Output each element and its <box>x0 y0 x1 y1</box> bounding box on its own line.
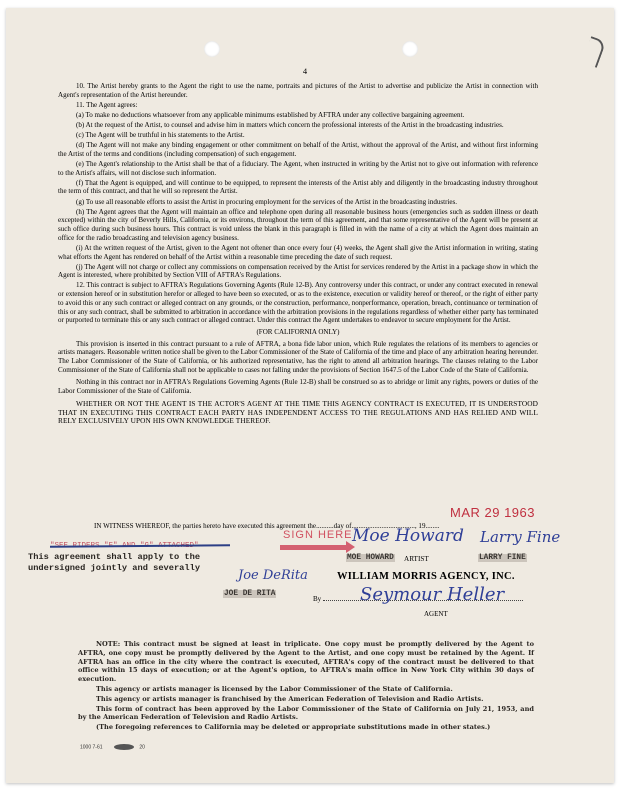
signature-agent: Seymour Heller <box>360 584 505 605</box>
clause-11h: (h) The Agent agrees that the Agent will maintain an office and telephone open during all reasonable business hours (emergencies such as sudden illness or death excepted) within the city of Beverly Hills, California, or its environs, throughout the term of this agreement, and that some representative of the Agent will be present at such office during such business hours. This contract is void unless the blank in this paragraph is filled in with the name of a city at which the Agent does maintain an office for the radio broadcasting and television agency business. <box>58 207 538 242</box>
agency-name: WILLIAM MORRIS AGENCY, INC. <box>337 571 515 582</box>
typed-name-larry-fine: LARRY FINE <box>479 554 526 562</box>
union-code: 20 <box>139 744 145 751</box>
union-label-icon <box>114 744 134 750</box>
note-licensed: This agency or artists manager is licensed by the Labor Commissioner of the State of California. <box>96 684 453 693</box>
california-provision: This provision is inserted in this contract pursuant to a rule of AFTRA, a bona fide labor union, which Rule regulates the relations of its members to agencies or artists managers. Reasonable written notice shall be given to the Labor Commissioner of the State of California of the time and place of any arbitration hearing hereunder. The Labor Commissioner of the State of California, or his authorized representative, has the right to attend all arbitration hearings. The clauses relating to the Labor Commissioner of the State of California shall not be applicable to cases not falling under the provisions of Section 1647.5 of the Labor Code of the State of California. <box>58 339 538 374</box>
clause-11j: (j) The Agent will not charge or collect any commissions on compensation received by the Artist for services rendered by the Artist in a package show in which the Agent is interested, where prohibited by Section VIII of AFTRA's Regulations. <box>58 262 538 280</box>
form-footer <box>80 744 145 750</box>
california-heading: (FOR CALIFORNIA ONLY) <box>256 327 340 336</box>
clause-12: 12. This contract is subject to AFTRA's Regulations Governing Agents (Rule 12-B). Any controversy under this contract, or under any contract executed in renewal or extension hereof or in substitution herefor or alleged to have been so executed, or as to the existence, execution or validity hereof or thereof, or the right of either party to avoid this or any such contract or alleged contract on any grounds, or the construction, performance, nonperformance, operation, breach, continuance or termination of this or any such contract, shall be submitted to arbitration in accordance with the arbitration provisions in the regulations regardless of whether either party has terminated or purported to terminate this or any such contract or alleged contract. Under this contract the Agent undertakes to endeavor to secure employment for the Artist. <box>58 281 538 325</box>
clause-11b: (b) At the request of the Artist, to counsel and advise him in matters which concern the professional interests of the Artist in the broadcasting industries. <box>76 120 504 129</box>
clause-11c: (c) The Agent will be truthful in his statements to the Artist. <box>76 131 245 140</box>
typed-name-joe-derita: JOE DE RITA <box>224 590 276 598</box>
agent-label: AGENT <box>424 610 448 618</box>
typed-name-moe-howard: MOE HOWARD <box>347 554 394 562</box>
signature-larry-fine: Larry Fine <box>480 528 561 546</box>
signature-moe-howard: Moe Howard <box>352 526 464 546</box>
joint-several-note <box>28 552 200 574</box>
note-approved: This form of contract has been approved by the Labor Commissioner of the State of California on July 21, 1953, and by the American Federation of Television and Radio Artists. <box>78 704 534 722</box>
by-label: By <box>313 595 322 603</box>
clause-11e: (e) The Agent's relationship to the Artist shall be that of a fiduciary. The Agent, when instructed in writing by the Artist not to give out information with reference to the Artist's affairs, will not disclose such information. <box>58 159 538 177</box>
pen-mark <box>582 36 607 68</box>
witness-clause: IN WITNESS WHEREOF, the parties hereto have executed this agreement the..........day of...................................., 19........ <box>94 522 440 530</box>
clause-11a: (a) To make no deductions whatsoever from any applicable minimums established by AFTRA under any collective bargaining agreement. <box>76 110 465 119</box>
nothing-clause: Nothing in this contract nor in AFTRA's Regulations Governing Agents (Rule 12-B) shall be construed so as to abridge or limit any rights, powers or duties of the Labor Commissioner of the State of California. <box>58 378 538 396</box>
contract-body <box>58 82 538 427</box>
clause-10: 10. The Artist hereby grants to the Agent the right to use the name, portraits and pictures of the Artist to advertise and publicize the Artist in connection with Agent's representation of the Artist hereunder. <box>58 82 538 99</box>
clause-11d: (d) The Agent will not make any binding engagement or other commitment on behalf of the Artist, without the approval of the Artist, and without first informing the Artist of the terms and conditions (including compensation) of such engagement. <box>58 141 538 158</box>
sign-here-arrow-icon <box>280 545 347 550</box>
punch-hole-right <box>402 41 418 57</box>
notes-section <box>78 640 534 733</box>
sign-here-stamp: SIGN HERE <box>283 529 353 541</box>
note-foregoing: (The foregoing references to California may be deleted or appropriate substitutions made in other states.) <box>96 723 491 732</box>
joint-note-line-1: This agreement shall apply to the <box>28 552 201 562</box>
date-stamp: MAR 29 1963 <box>450 505 535 520</box>
clause-11i: (i) At the written request of the Artist, given to the Agent not oftener than once every four (4) weeks, the Agent shall give the Artist information in writing, stating what efforts the Agent has rendered on behalf of the Artist within a reasonable time preceding the date of such request. <box>58 243 538 261</box>
joint-note-line-2: undersigned jointly and severally <box>28 563 201 573</box>
note-franchised: This agency or artists manager is franchised by the American Federation of Television and Radio Artists. <box>96 694 484 703</box>
page-number: 4 <box>302 66 308 76</box>
punch-hole-left <box>204 41 220 57</box>
clause-11f: (f) That the Agent is equipped, and will continue to be equipped, to represent the interests of the Artist ably and diligently in the broadcasting industry throughout the term of this contract, and that he will so represent the Artist. <box>58 178 538 196</box>
whether-clause: WHETHER OR NOT THE AGENT IS THE ACTOR'S AGENT AT THE TIME THIS AGENCY CONTRACT IS EXECUTED, IT IS UNDERSTOOD THAT IN EXECUTING THIS CONTRACT EACH PARTY HAS INDEPENDENT ACCESS TO THE REGULATIONS AND HAS RELIED AND WILL RELY EXCLUSIVELY UPON HIS OWN KNOWLEDGE THEREOF. <box>58 398 538 426</box>
form-code: 1000 7-61 <box>80 744 103 751</box>
signature-joe-derita: Joe DeRita <box>238 568 308 583</box>
note-triplicate: NOTE: This contract must be signed at least in triplicate. One copy must be promptly delivered by the Agent to AFTRA, one copy must be promptly delivered by the Agent to the Artist, and one copy must be retained by the Agent. If AFTRA has an office in the city where the contract is executed, AFTRA's copy of the contract must be delivered to that office within 15 days of execution; or at the Agent's option, to AFTRA's main office in New York City within 30 days of execution. <box>78 640 534 684</box>
artist-label: ARTIST <box>404 555 429 563</box>
clause-11: 11. The Agent agrees: <box>76 100 138 109</box>
clause-11g: (g) To use all reasonable efforts to assist the Artist in procuring employment for the services of the Artist in the broadcasting industries. <box>76 197 458 206</box>
